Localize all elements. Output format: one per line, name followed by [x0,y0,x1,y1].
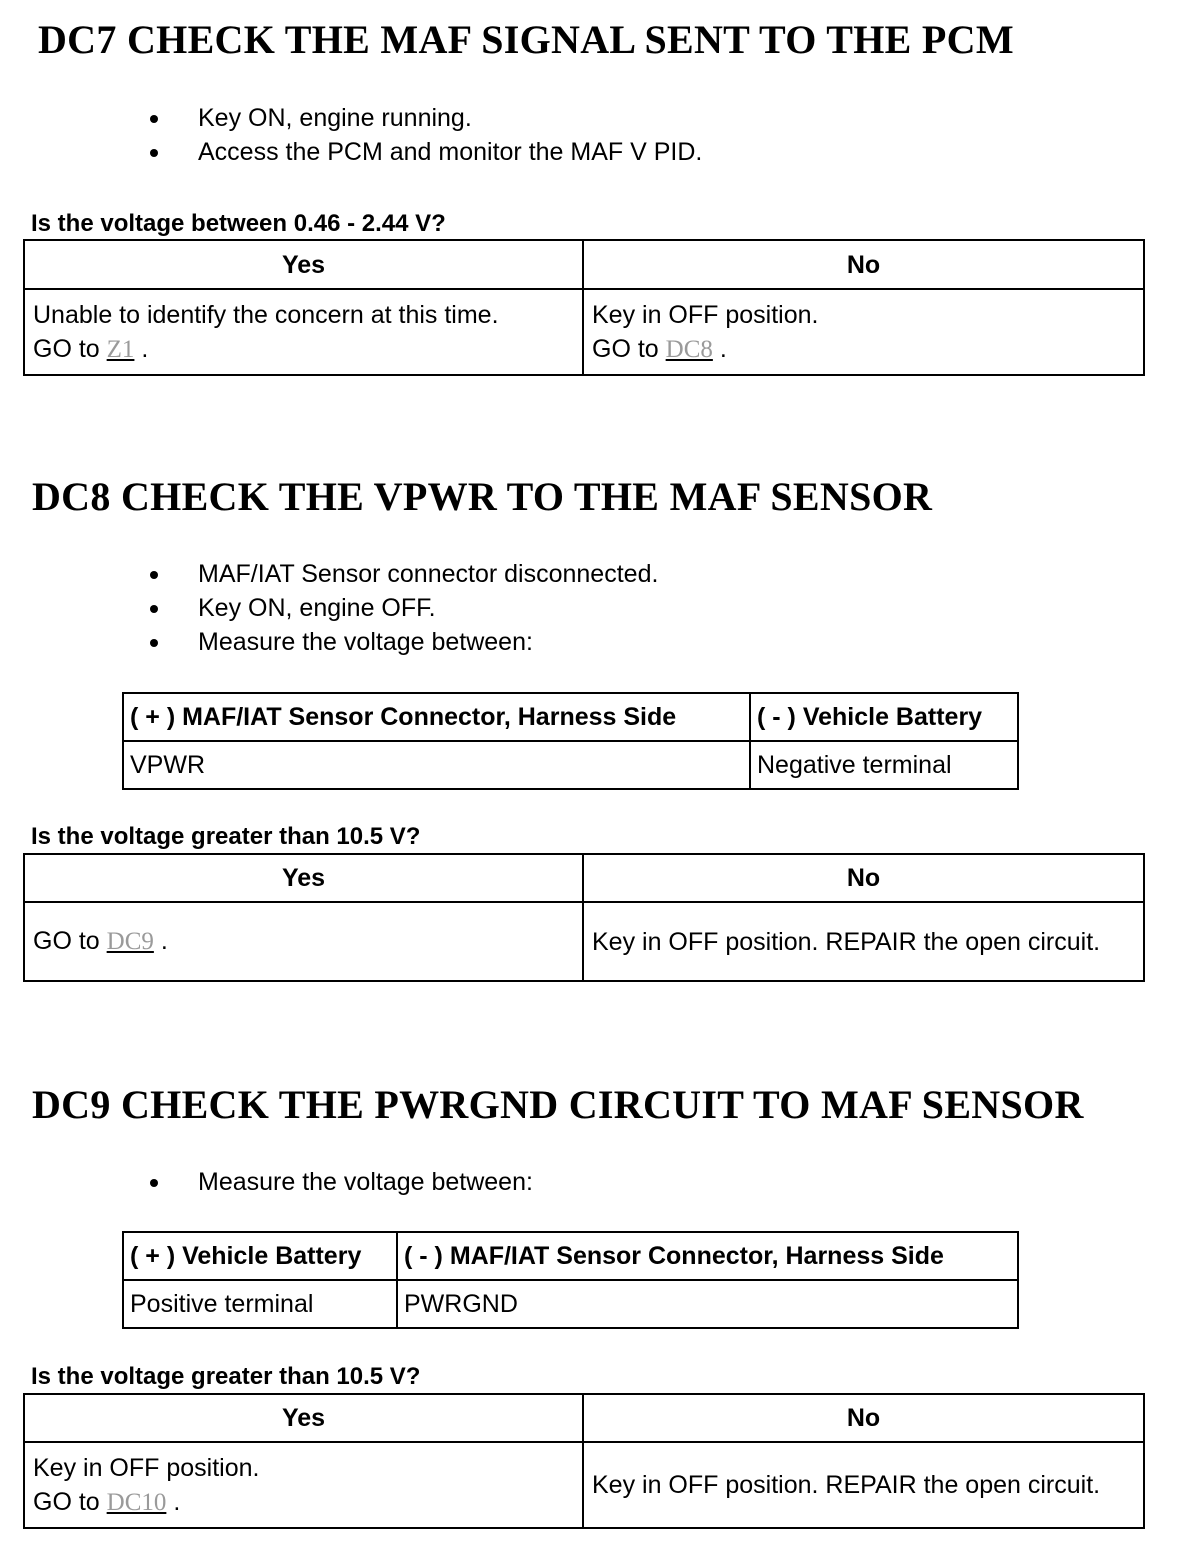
dc8-title: DC8 CHECK THE VPWR TO THE MAF SENSOR [32,474,933,519]
dc9-measure-table [122,1231,1019,1329]
bullet-icon [150,571,158,579]
list-item: Measure the voltage between: [148,625,658,659]
yes-cell [24,902,583,981]
dc7-result-table [23,239,1145,376]
dc8-question: Is the voltage greater than 10.5 V? [31,823,421,850]
no-cell [583,1442,1144,1528]
link-dc9[interactable]: DC9 [106,928,154,955]
list-item: Key ON, engine running. [148,101,702,135]
yes-header: Yes [24,240,583,289]
dc8-measure-table [122,692,1019,790]
link-dc10[interactable]: DC10 [106,1488,167,1516]
yes-header: Yes [24,854,583,902]
list-item: Key ON, engine OFF. [148,591,658,625]
bullet-icon [150,639,158,647]
dc8-result-table [23,853,1145,982]
yes-cell [24,289,583,375]
no-go: GO to DC8 . [592,334,727,363]
yes-go: GO to DC9 . [33,927,168,955]
no-text: Key in OFF position. [592,300,819,329]
no-text: Key in OFF position. REPAIR the open circuit. [592,1471,1101,1499]
plus-value: Positive terminal [123,1280,397,1328]
yes-go: GO to DC10 . [33,1487,181,1516]
minus-value: PWRGND [397,1280,1018,1328]
list-item: Access the PCM and monitor the MAF V PID. [148,135,702,169]
dc7-question: Is the voltage between 0.46 - 2.44 V? [31,210,446,237]
list-item: Measure the voltage between: [148,1165,533,1199]
dc9-title: DC9 CHECK THE PWRGND CIRCUIT TO MAF SENSOR [32,1082,1084,1127]
minus-header: ( - ) MAF/IAT Sensor Connector, Harness Side [397,1232,1018,1280]
no-header: No [583,240,1144,289]
yes-go: GO to Z1 . [33,334,149,363]
plus-header: ( + ) MAF/IAT Sensor Connector, Harness Side [123,693,750,741]
bullet-icon [150,605,158,613]
bullet-icon [150,149,158,157]
dc9-result-table [23,1393,1145,1529]
no-header: No [583,854,1144,902]
yes-text: Key in OFF position. [33,1453,260,1482]
bullet-icon [150,1179,158,1187]
dc7-steps [148,101,702,169]
no-cell [583,902,1144,981]
no-text: Key in OFF position. REPAIR the open circuit. [592,927,1101,956]
no-cell [583,289,1144,375]
plus-value: VPWR [123,741,750,789]
dc7-title: DC7 CHECK THE MAF SIGNAL SENT TO THE PCM [38,17,1014,62]
link-dc8[interactable]: DC8 [665,335,713,363]
dc9-steps [148,1165,533,1199]
bullet-icon [150,115,158,123]
list-item: MAF/IAT Sensor connector disconnected. [148,557,658,591]
dc8-steps [148,557,658,659]
link-z1[interactable]: Z1 [106,335,135,363]
dc9-question: Is the voltage greater than 10.5 V? [31,1363,421,1390]
yes-text: Unable to identify the concern at this time. [33,300,499,329]
no-header: No [583,1394,1144,1442]
plus-header: ( + ) Vehicle Battery [123,1232,397,1280]
yes-header: Yes [24,1394,583,1442]
yes-cell [24,1442,583,1528]
minus-value: Negative terminal [750,741,1018,789]
minus-header: ( - ) Vehicle Battery [750,693,1018,741]
